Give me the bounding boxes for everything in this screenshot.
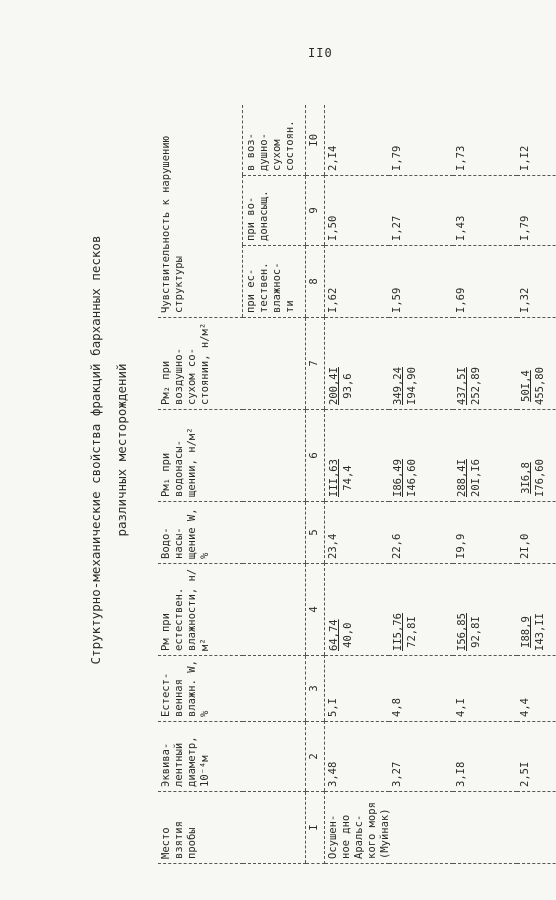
header-location: Место взятия пробы (158, 792, 306, 864)
column-number: 5 (306, 502, 325, 564)
fraction (327, 367, 355, 405)
fraction-cell (453, 318, 517, 410)
column-number: 3 (306, 656, 325, 722)
fraction-bottom: 40,0 (342, 622, 354, 648)
fraction-top: 64,74 (328, 619, 340, 651)
fraction (391, 367, 419, 405)
table-row (517, 106, 556, 864)
fraction (327, 619, 355, 651)
table-title: Структурно-механические свойства фракций барханных песков (88, 235, 103, 665)
header-saturation: Водо- насы- щение W, % (158, 502, 306, 564)
value-cell: 2I,0 (517, 502, 556, 564)
fraction-bottom: 93,6 (342, 373, 354, 399)
fraction (519, 459, 547, 497)
value-cell: I,73 (453, 106, 517, 176)
value-cell: I,79 (517, 176, 556, 246)
column-number: 9 (306, 176, 325, 246)
fraction-cell (517, 410, 556, 502)
fraction-bottom: I76,60 (534, 459, 546, 497)
header-diameter: Эквива- лентный диаметр, 10⁻⁴м (158, 722, 306, 792)
fraction-top: 288,4I (456, 459, 468, 497)
value-cell: 3,I8 (453, 722, 517, 792)
column-number: 6 (306, 410, 325, 502)
fraction-bottom: I46,60 (406, 459, 418, 497)
fraction-top: 50I,4 (520, 370, 532, 402)
fraction-bottom: I43,II (534, 613, 546, 651)
properties-table (158, 106, 556, 865)
rotated-table-block (0, 10, 556, 890)
fraction-top: 437,5I (456, 367, 468, 405)
value-cell: 2,I4 (325, 106, 390, 176)
header-pm-natural: Pм при естествен. влажности, н/м² (158, 564, 306, 656)
fraction (327, 459, 355, 497)
value-cell: I9,9 (453, 502, 517, 564)
value-cell: 3,27 (389, 722, 453, 792)
fraction-top: I86,49 (392, 459, 404, 497)
value-cell: 22,6 (389, 502, 453, 564)
fraction-top: II5,76 (392, 613, 404, 651)
fraction-top: III,63 (328, 459, 340, 497)
fraction-top: I56,85 (456, 613, 468, 651)
column-number: I (306, 792, 325, 864)
header-sensitivity-group: Чувствительность к нарушению структуры (158, 106, 243, 318)
fraction-bottom: 455,80 (534, 367, 546, 405)
fraction-cell (517, 564, 556, 656)
fraction-top: 200,4I (328, 367, 340, 405)
header-natural-moisture: Естест- венная влажн. W, % (158, 656, 306, 722)
table-row (325, 106, 390, 864)
value-cell: 4,4 (517, 656, 556, 722)
fraction-cell (389, 410, 453, 502)
header-sens-saturated: при во- донасыщ. (243, 176, 306, 246)
table-row (453, 106, 517, 864)
value-cell: 5,I (325, 656, 390, 722)
value-cell: 4,8 (389, 656, 453, 722)
value-cell: I,69 (453, 246, 517, 318)
value-cell: I,79 (389, 106, 453, 176)
header-sens-air-dry: в воз- душно- сухом состоян. (243, 106, 306, 176)
value-cell: 3,48 (325, 722, 390, 792)
fraction-bottom: 74,4 (342, 465, 354, 491)
column-number: I0 (306, 106, 325, 176)
header-pm1-saturated: Pм₁ при водонасы- щении, н/м² (158, 410, 306, 502)
page-number: II0 (308, 46, 333, 60)
column-number: 4 (306, 564, 325, 656)
fraction (519, 367, 547, 405)
value-cell: 4,I (453, 656, 517, 722)
fraction-bottom: 92,8I (470, 616, 482, 648)
fraction-cell (325, 564, 390, 656)
fraction-cell (389, 564, 453, 656)
fraction (455, 367, 483, 405)
fraction-top: 349,24 (392, 367, 404, 405)
value-cell: I,43 (453, 176, 517, 246)
fraction-bottom: 72,8I (406, 616, 418, 648)
column-number: 7 (306, 318, 325, 410)
column-number: 2 (306, 722, 325, 792)
value-cell: I,27 (389, 176, 453, 246)
fraction (455, 459, 483, 497)
value-cell: I,59 (389, 246, 453, 318)
fraction-bottom: 20I,I6 (470, 459, 482, 497)
location-cell: Осушен- ное дно Аральс- кого моря (Муйнак) (325, 792, 556, 864)
fraction-cell (517, 318, 556, 410)
value-cell: I,32 (517, 246, 556, 318)
header-pm2-air-dry: Pм₂ при воздушно- сухом со- стоянии, н/м² (158, 318, 306, 410)
fraction-top: 3I6,8 (520, 462, 532, 494)
fraction-cell (453, 564, 517, 656)
fraction-cell (453, 410, 517, 502)
fraction-bottom: 252,89 (470, 367, 482, 405)
fraction (519, 613, 547, 651)
fraction-top: I88,9 (520, 616, 532, 648)
fraction (455, 613, 483, 651)
fraction-cell (389, 318, 453, 410)
fraction-cell (325, 318, 390, 410)
fraction (391, 459, 419, 497)
column-number: 8 (306, 246, 325, 318)
value-cell: I,50 (325, 176, 390, 246)
header-sens-natural: при ес- тествен. влажнос- ти (243, 246, 306, 318)
value-cell: I,62 (325, 246, 390, 318)
value-cell: I,I2 (517, 106, 556, 176)
value-cell: 2,5I (517, 722, 556, 792)
table-row (389, 106, 453, 864)
fraction (391, 613, 419, 651)
fraction-bottom: I94,90 (406, 367, 418, 405)
value-cell: 23,4 (325, 502, 390, 564)
table-subtitle: различных месторождений (114, 363, 129, 537)
fraction-cell (325, 410, 390, 502)
